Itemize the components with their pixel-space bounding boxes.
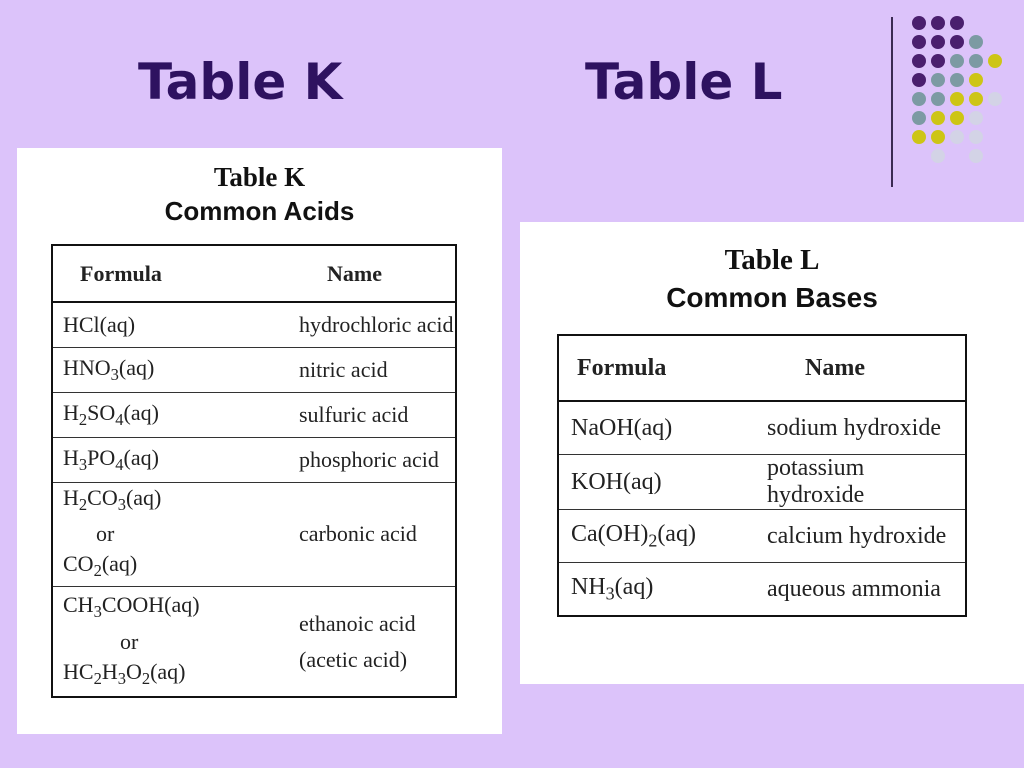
table-row bbox=[52, 437, 456, 482]
formula-cell bbox=[52, 302, 285, 347]
decorative-dot bbox=[950, 54, 964, 68]
chem-formula: $Ca(OH)_2(aq)$ bbox=[571, 520, 696, 551]
name-cell: sodium hydroxide bbox=[767, 414, 941, 441]
chem-formula: $H_2SO_4(aq)$ bbox=[63, 399, 159, 429]
decorative-dot bbox=[969, 92, 983, 106]
name-alt-text: (acetic acid) bbox=[299, 646, 408, 672]
table-row bbox=[558, 563, 966, 617]
name-cell: potassium hydroxide bbox=[755, 455, 966, 510]
slide-title-table-k: Table K bbox=[138, 53, 343, 111]
decorative-dot bbox=[988, 54, 1002, 68]
table-k-title: Table K bbox=[213, 162, 306, 192]
table-row bbox=[558, 510, 966, 563]
table-k-card bbox=[17, 148, 502, 734]
formula-cell bbox=[52, 587, 285, 697]
decorative-dot bbox=[931, 54, 945, 68]
decorative-dot bbox=[969, 149, 983, 163]
table-row bbox=[52, 347, 456, 392]
formula-cell bbox=[52, 437, 285, 482]
formula-cell bbox=[558, 455, 755, 510]
name-cell bbox=[285, 587, 456, 697]
decorative-dot bbox=[950, 92, 964, 106]
formula-cell bbox=[558, 510, 755, 563]
decorative-dot bbox=[912, 16, 926, 30]
formula-cell bbox=[52, 392, 285, 437]
decorative-dot bbox=[950, 16, 964, 30]
table-row bbox=[52, 482, 456, 587]
name-cell: phosphoric acid bbox=[285, 437, 456, 482]
decorative-dot bbox=[950, 130, 964, 144]
table-row bbox=[52, 587, 456, 697]
decorative-dot bbox=[931, 73, 945, 87]
table-row bbox=[52, 302, 456, 347]
chem-formula: KOH(aq) bbox=[571, 468, 662, 495]
chem-formula: $CH_3COOH(aq)$ bbox=[63, 591, 200, 621]
decorative-dot bbox=[969, 35, 983, 49]
formula-cell bbox=[558, 563, 755, 617]
table-header-row bbox=[52, 245, 456, 302]
chem-formula: $HNO_3(aq)$ bbox=[63, 354, 155, 384]
decorative-dot bbox=[950, 35, 964, 49]
common-bases-table bbox=[557, 334, 967, 617]
decorative-dot bbox=[950, 111, 964, 125]
decorative-dot bbox=[931, 149, 945, 163]
name-cell: sulfuric acid bbox=[285, 392, 456, 437]
decorative-dot bbox=[950, 73, 964, 87]
decorative-dot bbox=[931, 16, 945, 30]
table-row bbox=[558, 455, 966, 510]
chem-formula-alt: $HC_2H_3O_2(aq)$ bbox=[63, 658, 186, 688]
decorative-dot bbox=[969, 130, 983, 144]
column-header-formula: Formula bbox=[52, 245, 285, 302]
table-header-row bbox=[558, 335, 966, 401]
chem-formula: $H_2CO_3(aq)$ bbox=[63, 484, 162, 514]
table-l-subtitle: Common Bases bbox=[666, 282, 878, 313]
decorative-dot bbox=[988, 92, 1002, 106]
decorative-dot bbox=[931, 130, 945, 144]
decorative-dot bbox=[969, 111, 983, 125]
decorative-dot bbox=[912, 73, 926, 87]
table-row bbox=[558, 401, 966, 455]
chem-formula-alt: $CO_2(aq)$ bbox=[63, 551, 138, 581]
formula-cell bbox=[558, 401, 755, 455]
column-header-name: Name bbox=[755, 335, 966, 401]
name-cell: carbonic acid bbox=[285, 482, 456, 587]
decorative-dot bbox=[912, 92, 926, 106]
formula-cell bbox=[52, 347, 285, 392]
table-l-title: Table L bbox=[724, 244, 820, 276]
chem-formula: $H_3PO_4(aq)$ bbox=[63, 444, 159, 474]
or-label: or bbox=[120, 628, 139, 654]
common-acids-table bbox=[51, 244, 457, 698]
decorative-dot bbox=[912, 111, 926, 125]
or-label: or bbox=[96, 521, 115, 547]
slide-title-table-l: Table L bbox=[585, 53, 783, 111]
chem-formula: HCl(aq) bbox=[63, 311, 136, 337]
table-row bbox=[52, 392, 456, 437]
decorative-dot bbox=[969, 73, 983, 87]
decorative-dot bbox=[931, 35, 945, 49]
name-cell: aqueous ammonia bbox=[755, 563, 966, 617]
name-text: ethanoic acid bbox=[299, 610, 416, 636]
name-cell: hydrochloric acid bbox=[299, 311, 454, 337]
column-header-name: Name bbox=[285, 245, 456, 302]
table-l-card bbox=[520, 222, 1024, 684]
chem-formula: NaOH(aq) bbox=[571, 414, 673, 441]
column-header-formula: Formula bbox=[558, 335, 755, 401]
name-cell: calcium hydroxide bbox=[755, 510, 966, 563]
decorative-dot bbox=[931, 92, 945, 106]
decorative-dot bbox=[912, 35, 926, 49]
decorative-dot bbox=[912, 54, 926, 68]
formula-cell bbox=[52, 482, 285, 587]
decorative-dot bbox=[912, 130, 926, 144]
chem-formula: $NH_3(aq)$ bbox=[571, 573, 654, 604]
name-cell: nitric acid bbox=[285, 347, 456, 392]
decorative-dot bbox=[969, 54, 983, 68]
decorative-dot bbox=[931, 111, 945, 125]
table-k-subtitle: Common Acids bbox=[164, 196, 355, 226]
